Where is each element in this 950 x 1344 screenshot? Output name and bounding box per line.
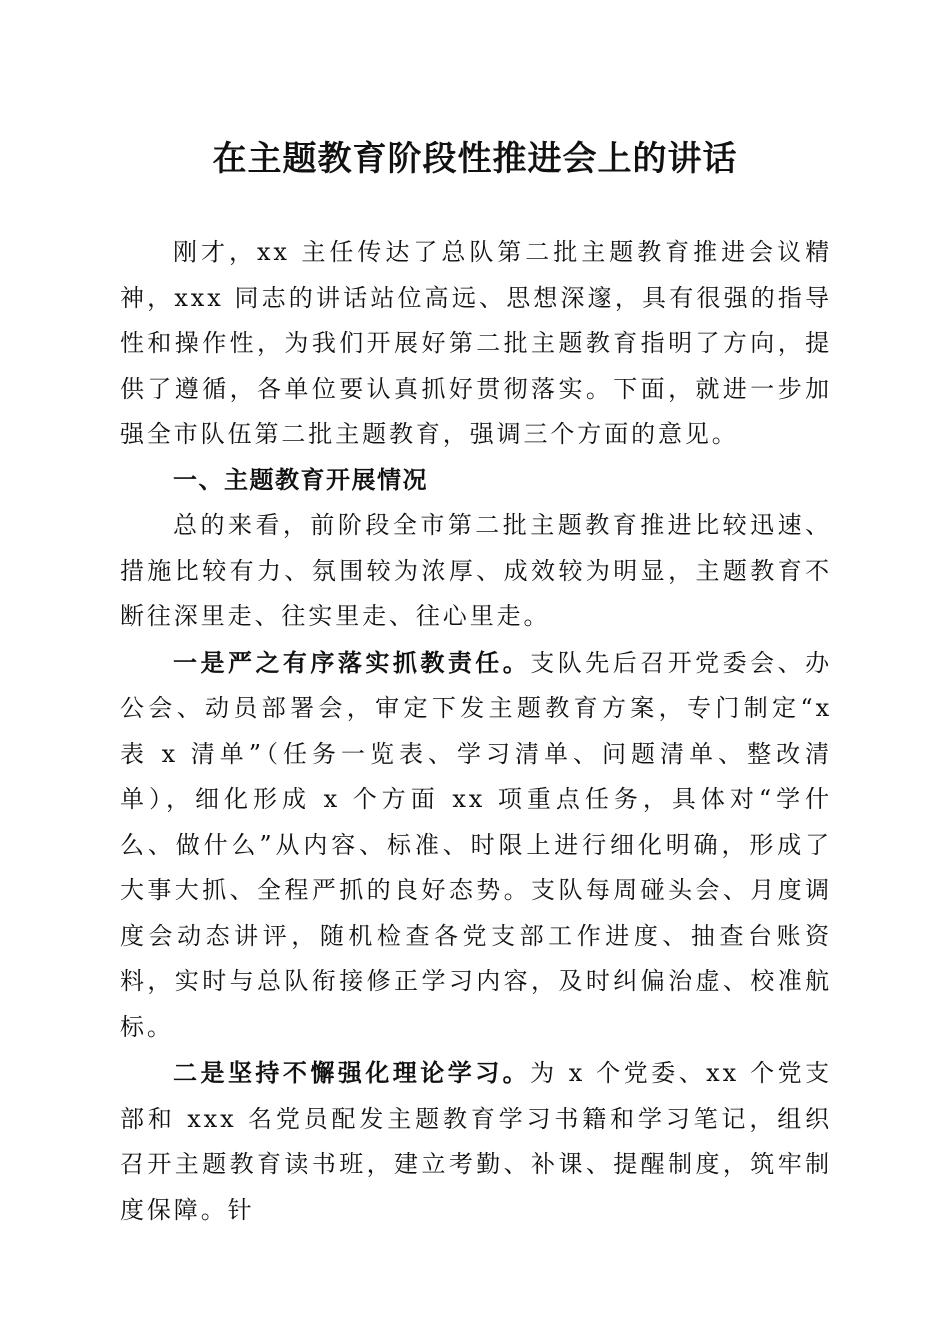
paragraph-overview: 总的来看，前阶段全市第二批主题教育推进比较迅速、措施比较有力、氛围较为浓厚、成效较为明显，主题教育不断往深里走、往实里走、往心里走。 xyxy=(120,511,832,630)
paragraph-point-2 xyxy=(120,1050,832,1233)
page-title: 在主题教育阶段性推进会上的讲话 xyxy=(212,139,738,179)
paragraph-intro: 刚才，xx 主任传达了总队第二批主题教育推进会议精神，xxx 同志的讲话站位高远、思想深邃，具有很强的指导性和操作性，为我们开展好第二批主题教育指明了方向，提供了遵循，各单位要认真抓好贯彻落实。下面，就进一步加强全市队伍第二批主题教育，强调三个方面的意见。 xyxy=(120,238,832,448)
point-2-lead: 二是坚持不懈强化理论学习。 xyxy=(173,1058,531,1087)
point-1-lead: 一是严之有序落实抓教责任。 xyxy=(173,647,531,677)
section-heading-1: 一、主题教育开展情况 xyxy=(173,465,428,494)
paragraph-point-1 xyxy=(120,640,832,1051)
point-1-body: 支队先后召开党委会、办公会、动员部署会，审定下发主题教育方案，专门制定“x 表 x 清单”（任务一览表、学习清单、问题清单、整改清单），细化形成 x 个方面 xx 项重点任务，具体对“学什么、做什么”从内容、标准、时限上进行细化明确，形成了大事大抓、全程严抓的良好态势。支队每周碰头会、月度调度会动态讲评，随机检查各党支部工作进度、抽查台账资料，实时与总队衔接修正学习内容，及时纠偏治虚、校准航标。 xyxy=(120,648,833,1041)
point-2-body: 为 x 个党委、xx 个党支部和 xxx 名党员配发主题教育学习书籍和学习笔记，组织召开主题教育读书班，建立考勤、补课、提醒制度，筑牢制度保障。针 xyxy=(120,1059,833,1224)
document-body xyxy=(120,230,832,1233)
